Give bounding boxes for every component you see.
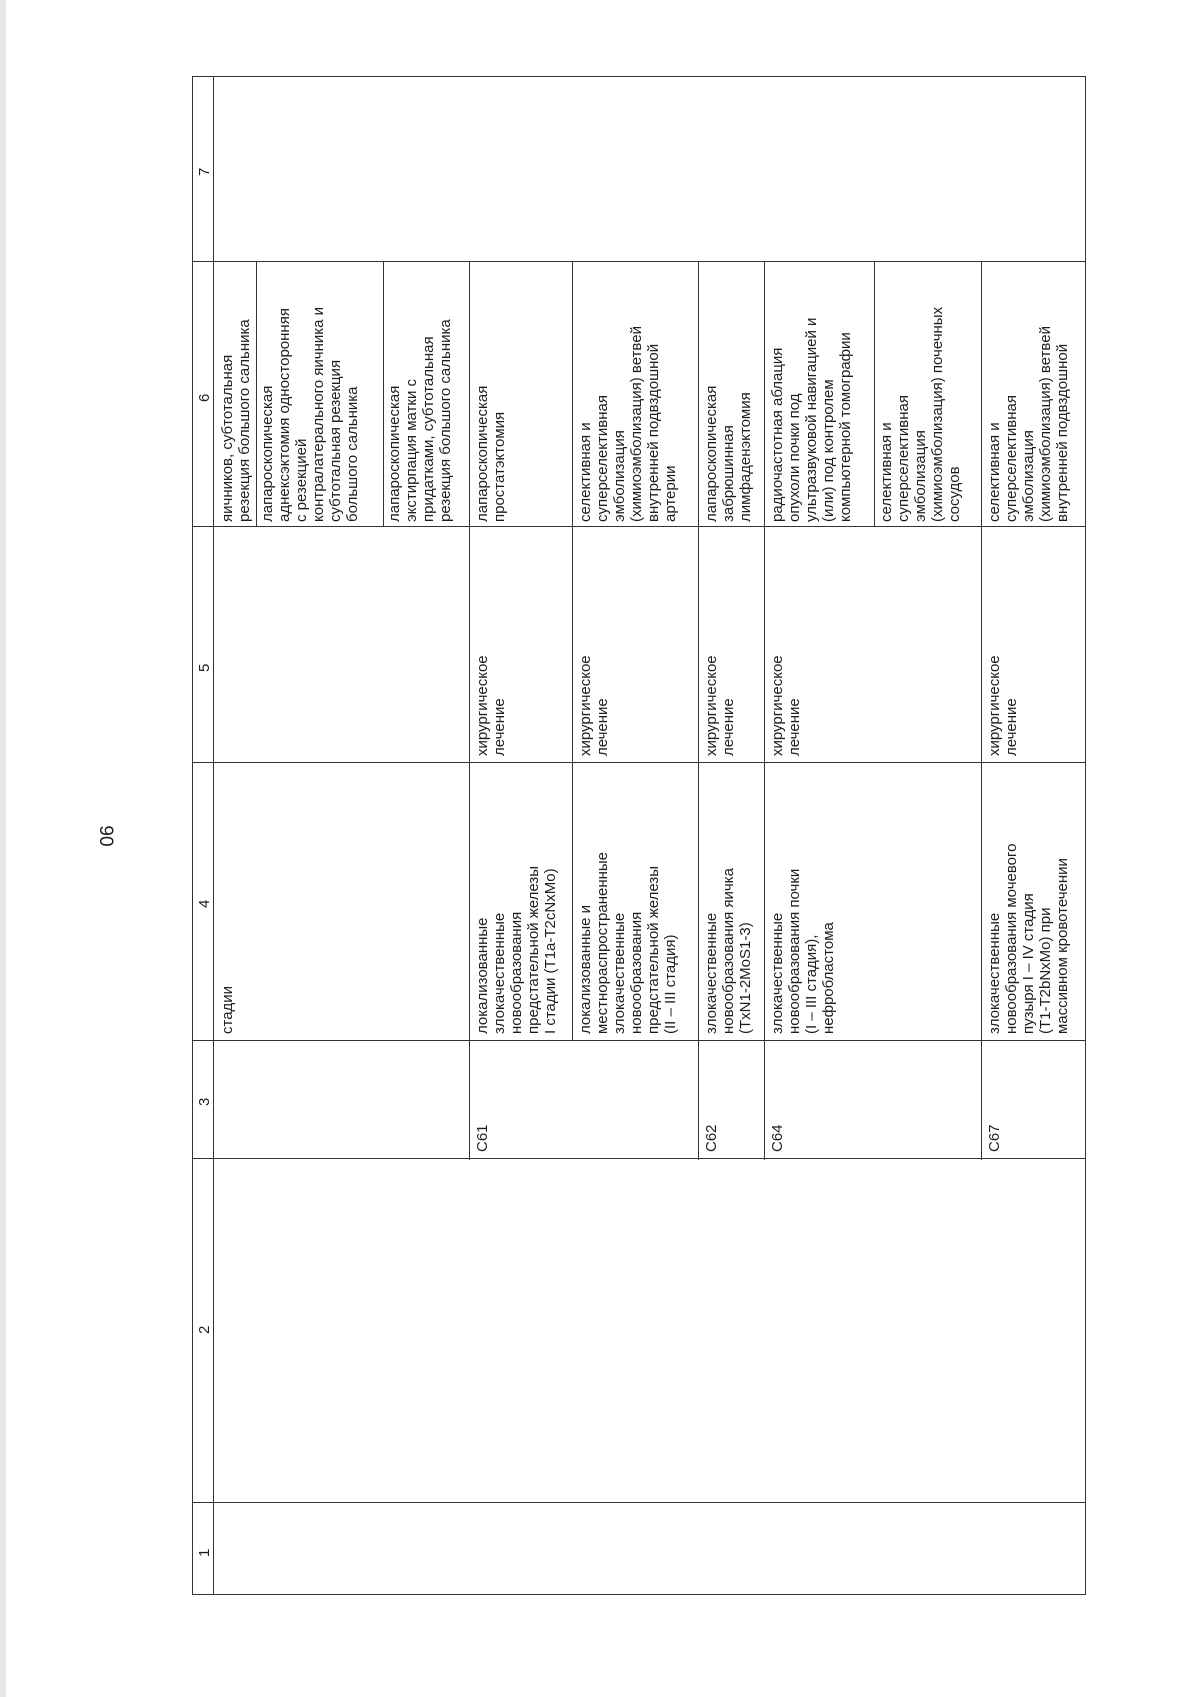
col-divider-3-2: [192, 1158, 1085, 1159]
method-cell: лапароскопическая экстирпация матки с придатками, субтотальная резекция большого сальника: [386, 319, 454, 522]
diagnosis-cell: локализованные злокачественные новообразования предстательной железы I стадии (T1a-T2cNxMo): [474, 865, 559, 1034]
row-divider-c64: [764, 261, 765, 1160]
diagnosis-cell: злокачественные новообразования яичка (TxN1-2MoS1-3): [703, 868, 754, 1034]
column-number-1: 1: [196, 1548, 213, 1557]
method-cell: селективная и суперселективная эмболизация (химиоэмболизация) почечных сосудов: [878, 306, 963, 522]
row-divider-c62: [698, 261, 699, 1160]
method-cell: лапароскопическая забрюшинная лимфаденэктомия: [703, 385, 754, 522]
code-cell: C67: [986, 1124, 1003, 1152]
col-divider-5-4: [192, 762, 1085, 763]
col-divider-2-1: [192, 1502, 1085, 1503]
col-divider-4-3: [192, 1040, 1085, 1041]
row-divider-c67: [981, 261, 982, 1160]
diagnosis-cell: стадии: [219, 985, 236, 1034]
column-number-7: 7: [196, 167, 213, 176]
method-divider-2: [383, 261, 384, 526]
table-border-bottom: [192, 1594, 1085, 1595]
table-border-right: [1085, 76, 1086, 1595]
method-cell: селективная и суперселективная эмболизация (химиоэмболизация) ветвей внутренней подвздошной артерии: [577, 326, 679, 522]
treatment-cell: хирургическое лечение: [577, 655, 611, 756]
diagnosis-cell: злокачественные новообразования почки (I – III стадия), нефробластома: [769, 868, 837, 1034]
page-number: 90: [95, 825, 116, 847]
row-divider-c61: [469, 261, 470, 1160]
column-number-3: 3: [196, 1097, 213, 1106]
treatment-cell: хирургическое лечение: [986, 655, 1020, 756]
method-cell: лапароскопическая простатэктомия: [474, 385, 508, 522]
code-cell: C61: [474, 1124, 491, 1152]
col-divider-7-6: [192, 261, 1085, 262]
treatment-cell: хирургическое лечение: [769, 655, 803, 756]
treatment-cell: хирургическое лечение: [703, 655, 737, 756]
column-number-2: 2: [196, 1325, 213, 1334]
diagnosis-cell: злокачественные новообразования мочевого пузыря I – IV стадия (T1-T2bNxMo) при массивном кровотечении: [986, 843, 1071, 1034]
method-cell: селективная и суперселективная эмболизация (химиоэмболизация) ветвей внутренней подвздошной: [986, 326, 1071, 522]
column-number-6: 6: [196, 393, 213, 402]
column-number-4: 4: [196, 899, 213, 908]
method-cell: яичников, субтотальная резекция большого сальника: [219, 319, 253, 522]
diagnosis-cell: локализованные и местнораспространенные злокачественные новообразования предстательной железы (II – III стадия): [577, 851, 679, 1034]
header-row-divider: [213, 76, 214, 1595]
treatment-cell: хирургическое лечение: [474, 655, 508, 756]
method-divider-3: [874, 261, 875, 526]
code-cell: C64: [769, 1124, 786, 1152]
table-border-top: [192, 76, 1085, 77]
table-border-left: [192, 76, 193, 1595]
row-divider-c61-b: [572, 261, 573, 1040]
column-number-5: 5: [196, 663, 213, 672]
code-cell: C62: [703, 1124, 720, 1152]
method-divider-1: [256, 261, 257, 526]
method-cell: лапароскопическая аднексэктомия односторонняя с резекцией контралатерального яичника и субтотальная резекция большого сальника: [259, 306, 361, 522]
method-cell: радиочастотная аблация опухоли почки под ультразвуковой навигацией и (или) под контролем компьютерной томографии: [769, 317, 854, 522]
col-divider-6-5: [192, 526, 1085, 527]
